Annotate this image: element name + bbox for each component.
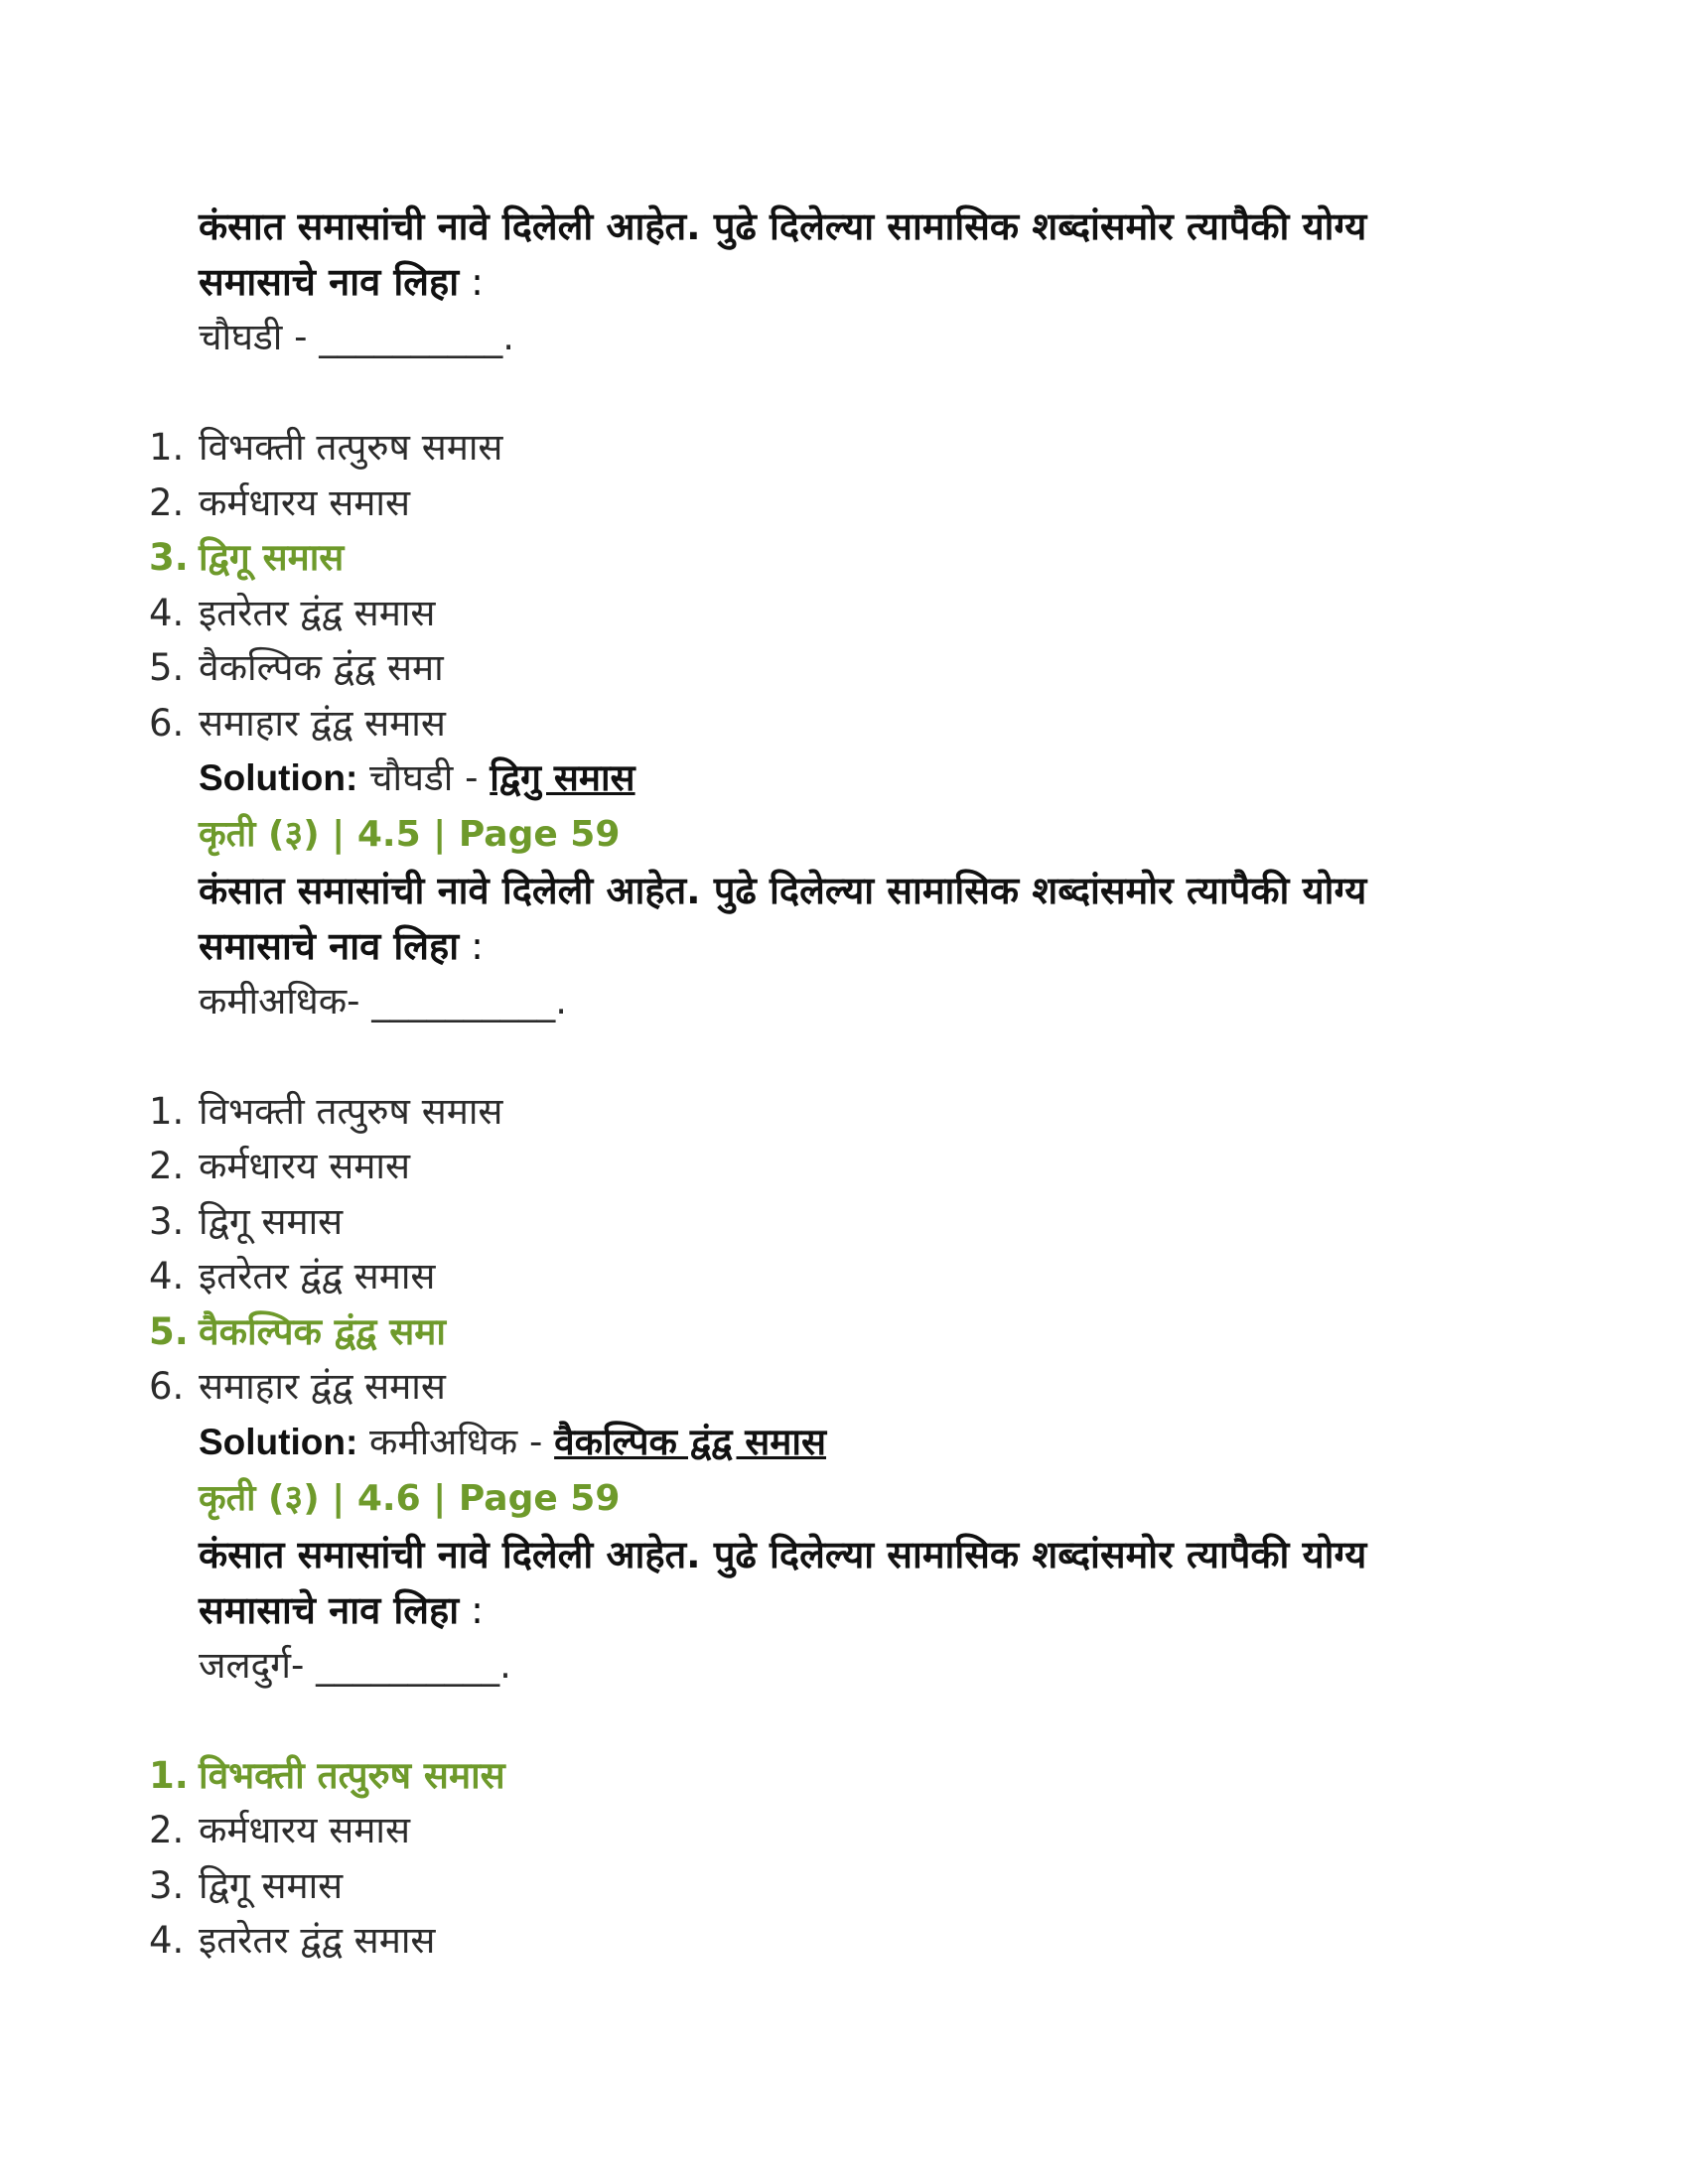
option-2: 2. कर्मधारय समास	[149, 1145, 410, 1187]
options-list	[0, 420, 1688, 751]
question-2	[0, 807, 1688, 1469]
option-5-correct: 5. वैकल्पिक द्वंद्व समा	[149, 1309, 446, 1353]
question-prompt: कंसात समासांची नावे दिलेली आहेत. पुढे दिलेल्या सामासिक शब्दांसमोर त्यापैकी योग्य समासाचे नाव लिहा :	[199, 205, 1367, 304]
solution: Solution: चौघडी - द्विगु समास	[199, 756, 635, 799]
option-5: 5. वैकल्पिक द्वंद्व समा	[149, 646, 444, 689]
question-reference: कृती (३) | 4.5 | Page 59	[199, 814, 621, 855]
question-prompt: कंसात समासांची नावे दिलेली आहेत. पुढे दिलेल्या सामासिक शब्दांसमोर त्यापैकी योग्य समासाचे नाव लिहा :	[199, 868, 1367, 968]
options-list	[0, 1748, 1688, 1969]
option-2: 2. कर्मधारय समास	[149, 1809, 410, 1851]
option-2: 2. कर्मधारय समास	[149, 480, 410, 524]
option-4: 4. इतरेतर द्वंद्व समास	[149, 1255, 436, 1297]
option-1-correct: 1. विभक्ती तत्पुरुष समास	[149, 1753, 505, 1797]
solution-answer: द्विगु समास	[490, 756, 635, 799]
option-6: 6. समाहार द्वंद्व समास	[149, 1365, 446, 1408]
option-4: 4. इतरेतर द्वंद्व समास	[149, 591, 436, 634]
solution-answer: वैकल्पिक द्वंद्व समास	[554, 1420, 827, 1463]
solution: Solution: कमीअधिक - वैकल्पिक द्वंद्व समास	[199, 1420, 827, 1463]
option-1: 1. विभक्ती तत्पुरुष समास	[149, 1089, 503, 1133]
question-blank: जलदुर्ग- __________.	[199, 1643, 511, 1687]
option-3: 3. द्विगू समास	[149, 1863, 344, 1907]
question-prompt: कंसात समासांची नावे दिलेली आहेत. पुढे दिलेल्या सामासिक शब्दांसमोर त्यापैकी योग्य समासाचे नाव लिहा :	[199, 1532, 1367, 1632]
question-3	[0, 1471, 1688, 1969]
option-6: 6. समाहार द्वंद्व समास	[149, 701, 446, 745]
question-1	[0, 199, 1688, 806]
options-list	[0, 1084, 1688, 1415]
option-3: 3. द्विगू समास	[149, 1199, 344, 1243]
question-blank: कमीअधिक- __________.	[199, 979, 568, 1023]
option-3-correct: 3. द्विगू समास	[149, 536, 345, 579]
question-blank: चौघडी - __________.	[199, 316, 514, 358]
option-4: 4. इतरेतर द्वंद्व समास	[149, 1919, 436, 1962]
question-reference: कृती (३) | 4.6 | Page 59	[199, 1478, 621, 1519]
option-1: 1. विभक्ती तत्पुरुष समास	[149, 426, 503, 469]
